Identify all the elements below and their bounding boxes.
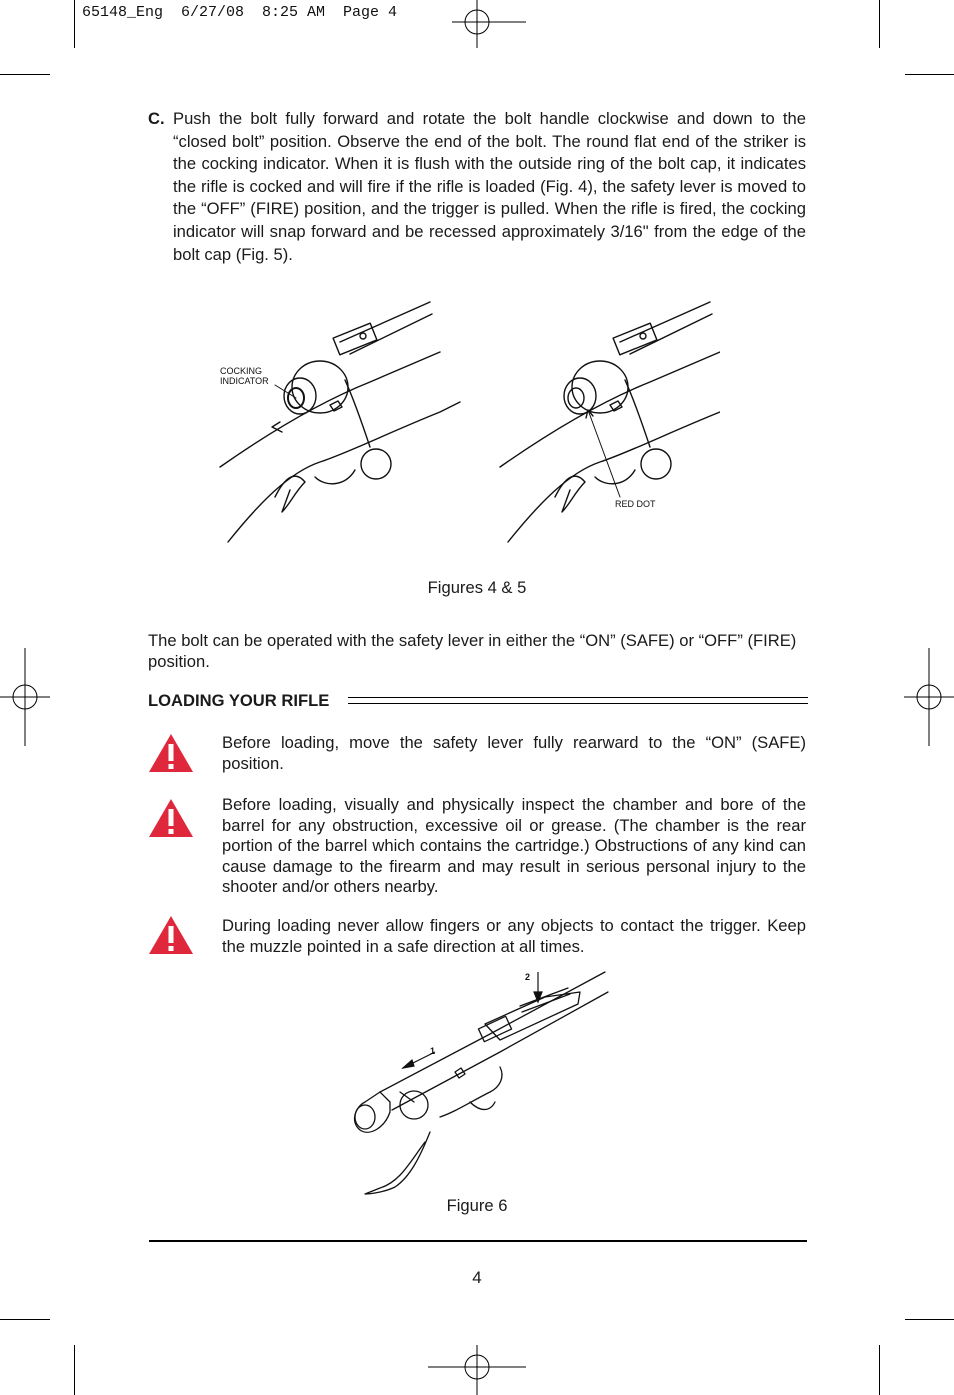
step-label: C. [148,109,165,128]
crop-mark [905,1319,954,1320]
crop-mark [0,1319,50,1320]
warning-text: Before loading, move the safety lever fully rearward to the “ON” (SAFE) position. [222,733,806,773]
arrow-label-2: 2 [525,972,531,982]
crop-mark [0,74,50,75]
figure-4-rifle-drawing [220,302,460,542]
section-double-rule [348,697,808,704]
crop-mark [879,1345,880,1395]
figure-5-rifle-drawing [500,302,720,542]
warning-triangle-icon [148,798,194,838]
registration-mark-icon [452,0,526,48]
crop-mark [74,1345,75,1395]
section-title: LOADING YOUR RIFLE [148,691,330,710]
warning-triangle-icon [148,915,194,955]
bolt-safety-note: The bolt can be operated with the safety lever in either the “ON” (SAFE) or “OFF” (FIRE) position. [148,631,797,671]
warning-text: During loading never allow fingers or any objects to contact the trigger. Keep the muzzle pointed in a safe direction at all times. [222,916,806,956]
warning-text: Before loading, visually and physically inspect the chamber and bore of the barrel for any obstruction, excessive oil or grease. (The chamber is the rear portion of the barrel which contains the cartridge.) Obstructions of any kind can cause damage to the firearm and may result in serious personal injury to the shooter and/or others nearby. [222,795,806,897]
section-header [148,690,808,712]
step-c-text: Push the bolt fully forward and rotate the bolt handle clockwise and down to the “closed bolt” position. Observe the end of the bolt. The round flat end of the striker is the cocking indicator. When it is flush with the outside ring of the bolt cap, it indicates the rifle is cocked and will fire if the rifle is loaded (Fig. 4), the safety lever is moved to the “OFF” (FIRE) position, and the trigger is pulled. When the rifle is fired, the cocking indicator will snap forward and be recessed approximately 3/16" from the edge of the bolt cap (Fig. 5). [173,109,806,264]
figures-4-5-illustration [200,292,720,547]
figures-4-5-caption: Figures 4 & 5 [427,578,527,597]
red-dot-callout: RED DOT [615,499,656,509]
registration-mark-icon [904,648,954,746]
warning-item [148,795,808,900]
figure-6-illustration [340,962,640,1200]
print-header: 65148_Eng 6/27/08 8:25 AM Page 4 [82,4,398,21]
figure-6-caption: Figure 6 [446,1196,508,1215]
crop-mark [905,74,954,75]
crop-mark [879,0,880,48]
warning-triangle-icon [148,733,194,773]
warning-item [148,733,808,778]
cocking-indicator-callout: COCKING [220,366,263,376]
crop-mark [74,0,75,48]
page-number: 4 [472,1268,482,1287]
cocking-indicator-callout: INDICATOR [220,376,269,386]
step-c-paragraph [148,108,806,266]
registration-mark-icon [0,648,50,746]
warning-item [148,916,808,961]
arrow-label-1: 1 [430,1046,436,1056]
footer-rule [149,1240,807,1242]
registration-mark-icon [428,1345,526,1395]
